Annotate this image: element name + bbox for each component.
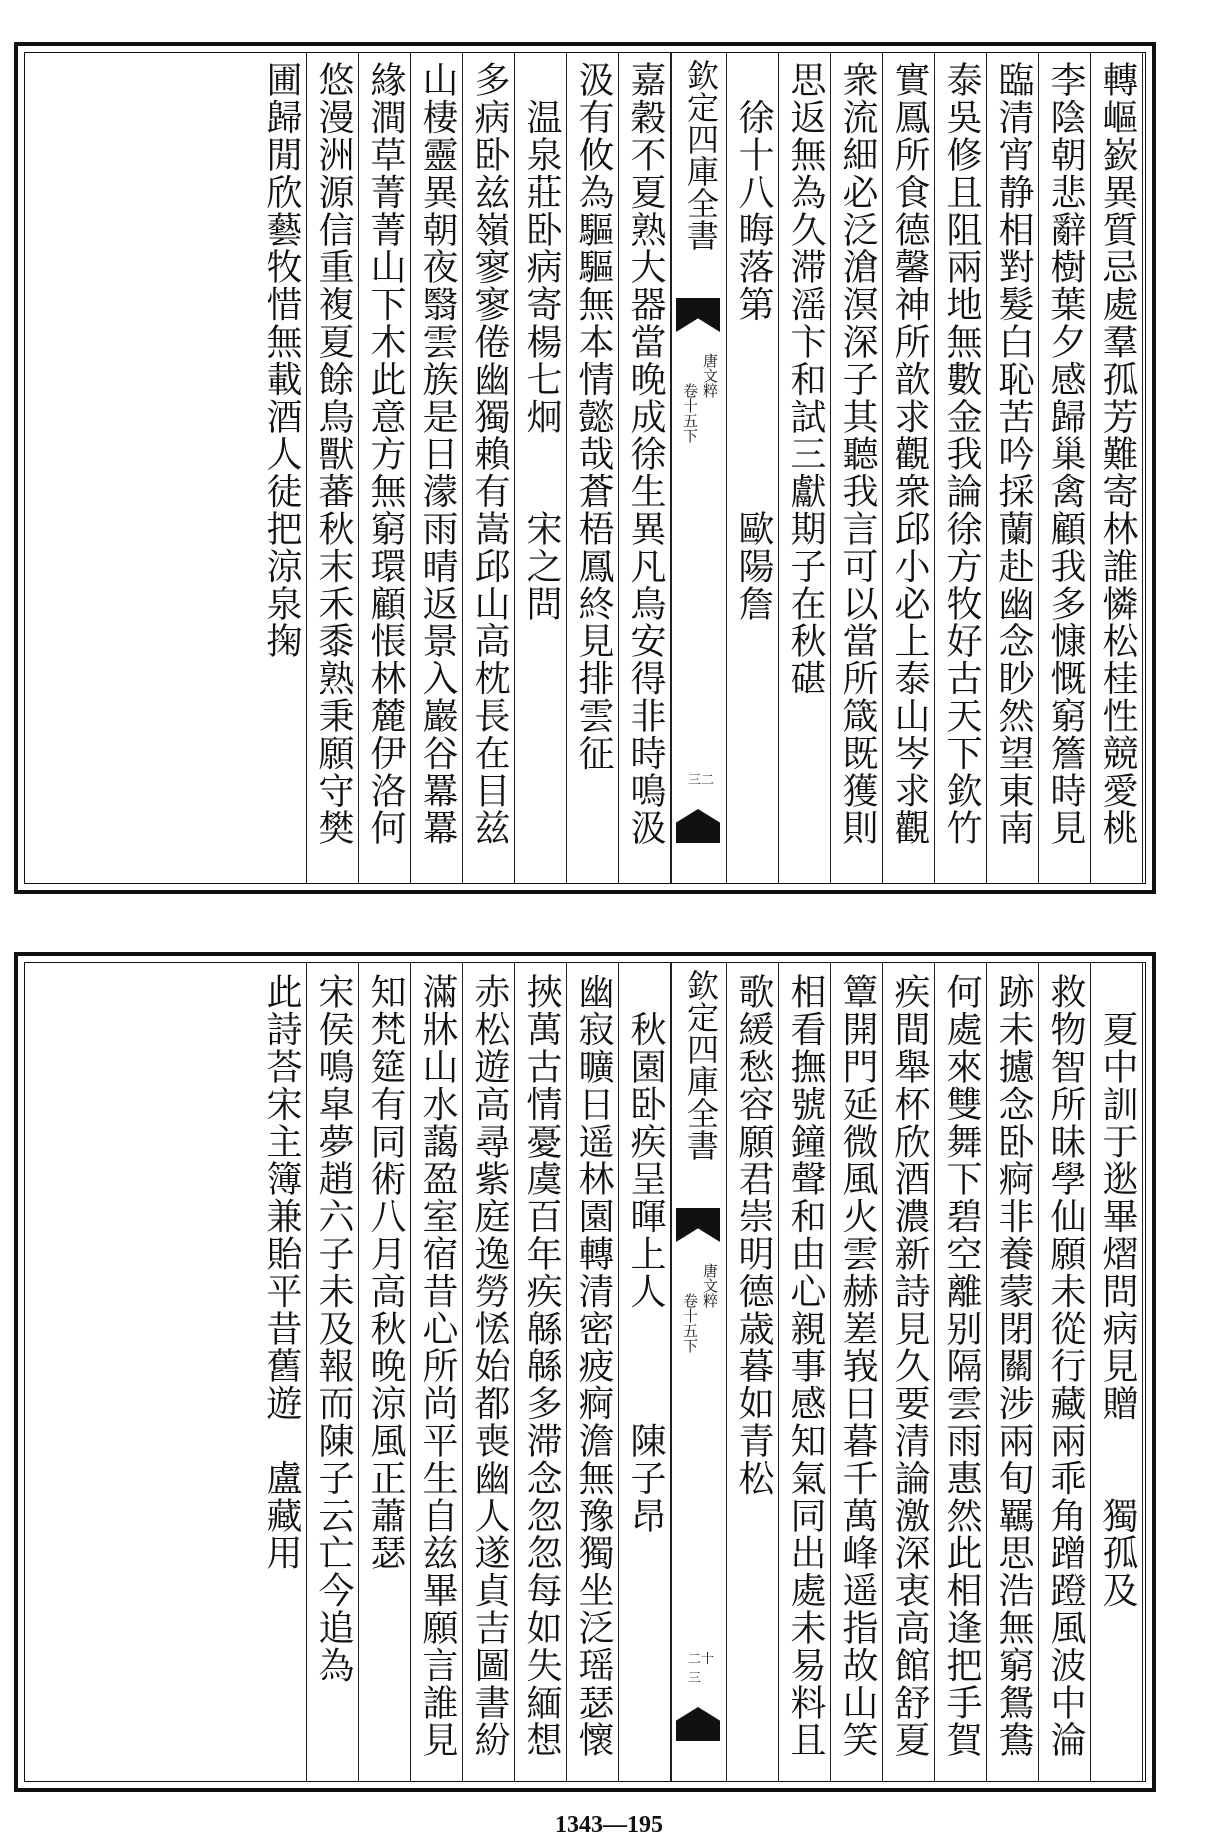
text-column — [307, 963, 359, 1781]
text-column — [463, 53, 515, 883]
text-column — [567, 53, 619, 883]
column-text: 相看撫號鐘聲和由心親事感知氣同出處未易料且 — [785, 973, 826, 1759]
text-column — [463, 963, 515, 1781]
column-text: 幽寂曠日遥林園轉清密疲痾澹無豫獨坐泛瑶瑟懷 — [573, 973, 614, 1759]
column-text: 悠漫洲源信重複夏餘鳥獸蕃秋末禾黍熟秉願守樊 — [313, 61, 354, 847]
text-column — [619, 53, 671, 883]
book-title: 欽定四庫全書 — [682, 969, 720, 1161]
column-text: 思返無為久滞滛卞和試三獻期子在秋碪 — [785, 61, 826, 697]
text-column — [883, 53, 935, 883]
column-text: 山棲靈異朝夜翳雲族是日濛雨晴返景入巖谷羃羃 — [417, 61, 458, 847]
text-column — [1039, 963, 1091, 1781]
column-text: 何處來雙舞下碧空離别隔雲雨惠然此相逢把手賀 — [941, 973, 982, 1759]
text-column — [255, 963, 307, 1781]
column-text: 救物智所昧學仙願未從行藏兩乖角蹭蹬風波中淪 — [1045, 973, 1086, 1759]
text-column — [831, 963, 883, 1781]
top-page-frame — [24, 52, 1146, 884]
volume-label: 卷十五下 — [681, 383, 699, 443]
column-text: 多病卧兹嶺寥寥倦幽獨賴有嵩邱山高枕長在目兹 — [469, 61, 510, 847]
bottom-page — [14, 952, 1156, 1792]
text-column — [987, 53, 1039, 883]
leaf-number: 二十三 — [688, 1652, 715, 1686]
text-column — [515, 53, 567, 883]
column-text: 臨清宵静相對髮白恥苦吟採蘭赴幽念眇然望東南 — [993, 61, 1034, 847]
text-column — [255, 53, 307, 883]
text-column — [359, 963, 411, 1781]
column-text: 李陰朝悲辭樹葉夕感歸巢禽顧我多慷慨窮簷時見 — [1045, 61, 1086, 847]
column-text: 汲有攸為驅驅無本情懿哉蒼梧鳳終見排雲征 — [573, 61, 614, 772]
fish-tail-mark-bottom-icon — [676, 1707, 720, 1741]
fish-tail-mark-icon — [676, 1208, 720, 1242]
leaf-number: 三二 — [688, 773, 715, 788]
bottom-center-gutter — [671, 963, 727, 1781]
text-column — [515, 963, 567, 1781]
text-column — [619, 963, 671, 1781]
column-text: 夏中訓于逖畢熠問病見贈 獨孤及 — [1097, 973, 1138, 1609]
column-text: 跡未攄念卧痾非養蒙閉關涉兩旬羈思浩無窮鴛鴦 — [993, 973, 1034, 1759]
column-text: 緣澗草菁菁山下木此意方無窮環顧悵林麓伊洛何 — [365, 61, 406, 847]
text-column — [727, 53, 779, 883]
column-text: 泰吳修且阻兩地無數金我論徐方牧好古天下欽竹 — [941, 61, 982, 847]
column-text: 滿牀山水藹盈室宿昔心所尚平生自兹畢願言誰見 — [417, 973, 458, 1759]
collection-name: 唐文粹 — [701, 353, 719, 398]
column-text: 簟開門延微風火雲赫嵳峩日暮千萬峰遥指故山笑 — [837, 973, 878, 1759]
column-text: 圃歸閒欣藝牧惜無載酒人徒把涼泉掬 — [261, 61, 302, 660]
fish-tail-mark-icon — [676, 298, 720, 332]
column-text: 此詩荅宋主簿兼貽平昔舊遊 盧藏用 — [261, 973, 302, 1572]
column-text: 挾萬古情憂虞百年疾緜緜多滞念忽忽每如失緬想 — [521, 973, 562, 1759]
bottom-page-frame — [24, 962, 1146, 1782]
column-text: 赤松遊高尋紫庭逸勞恡始都喪幽人遂貞吉圖書紛 — [469, 973, 510, 1759]
column-text: 秋園卧疾呈暉上人 陳子昂 — [625, 973, 666, 1534]
column-text: 嘉穀不夏熟大器當晚成徐生異凡鳥安得非時鳴汲 — [625, 61, 666, 847]
column-text: 知梵筵有同術八月高秋晚涼風正蕭瑟 — [365, 973, 406, 1572]
collection-name: 唐文粹 — [701, 1263, 719, 1308]
top-center-gutter — [671, 53, 727, 883]
text-column — [831, 53, 883, 883]
text-column — [1039, 53, 1091, 883]
text-column — [883, 963, 935, 1781]
column-text: 徐十八晦落第 歐陽詹 — [733, 61, 774, 622]
text-column — [567, 963, 619, 1781]
volume-label: 卷十五下 — [681, 1293, 699, 1353]
column-text: 温泉莊卧病寄楊七炯 宋之問 — [521, 61, 562, 622]
text-column — [779, 963, 831, 1781]
text-column — [411, 963, 463, 1781]
column-text: 衆流細必泛滄溟深子其聽我言可以當所箴既獲則 — [837, 61, 878, 847]
column-text: 實鳳所食德馨神所歆求觀衆邱小必上泰山岑求觀 — [889, 61, 930, 847]
text-column — [1091, 963, 1143, 1781]
text-column — [411, 53, 463, 883]
column-text: 轉嶇嶔異質忌處羣孤芳難寄林誰憐松桂性競愛桃 — [1097, 61, 1138, 847]
book-title: 欽定四庫全書 — [682, 59, 720, 251]
text-column — [1091, 53, 1143, 883]
text-column — [779, 53, 831, 883]
text-column — [987, 963, 1039, 1781]
top-page — [14, 42, 1156, 894]
text-column — [935, 53, 987, 883]
column-text: 歌緩愁容願君崇明德歳暮如青松 — [733, 973, 774, 1497]
text-column — [307, 53, 359, 883]
text-column — [359, 53, 411, 883]
text-column — [935, 963, 987, 1781]
fish-tail-mark-bottom-icon — [676, 809, 720, 843]
text-column — [727, 963, 779, 1781]
column-text: 疾間舉杯欣酒濃新詩見久要清論激深衷高館舒夏 — [889, 973, 930, 1759]
page-code: 1343—195 — [555, 1812, 663, 1838]
column-text: 宋侯鳴皐夢趙六子未及報而陳子云亡今追為 — [313, 973, 354, 1684]
